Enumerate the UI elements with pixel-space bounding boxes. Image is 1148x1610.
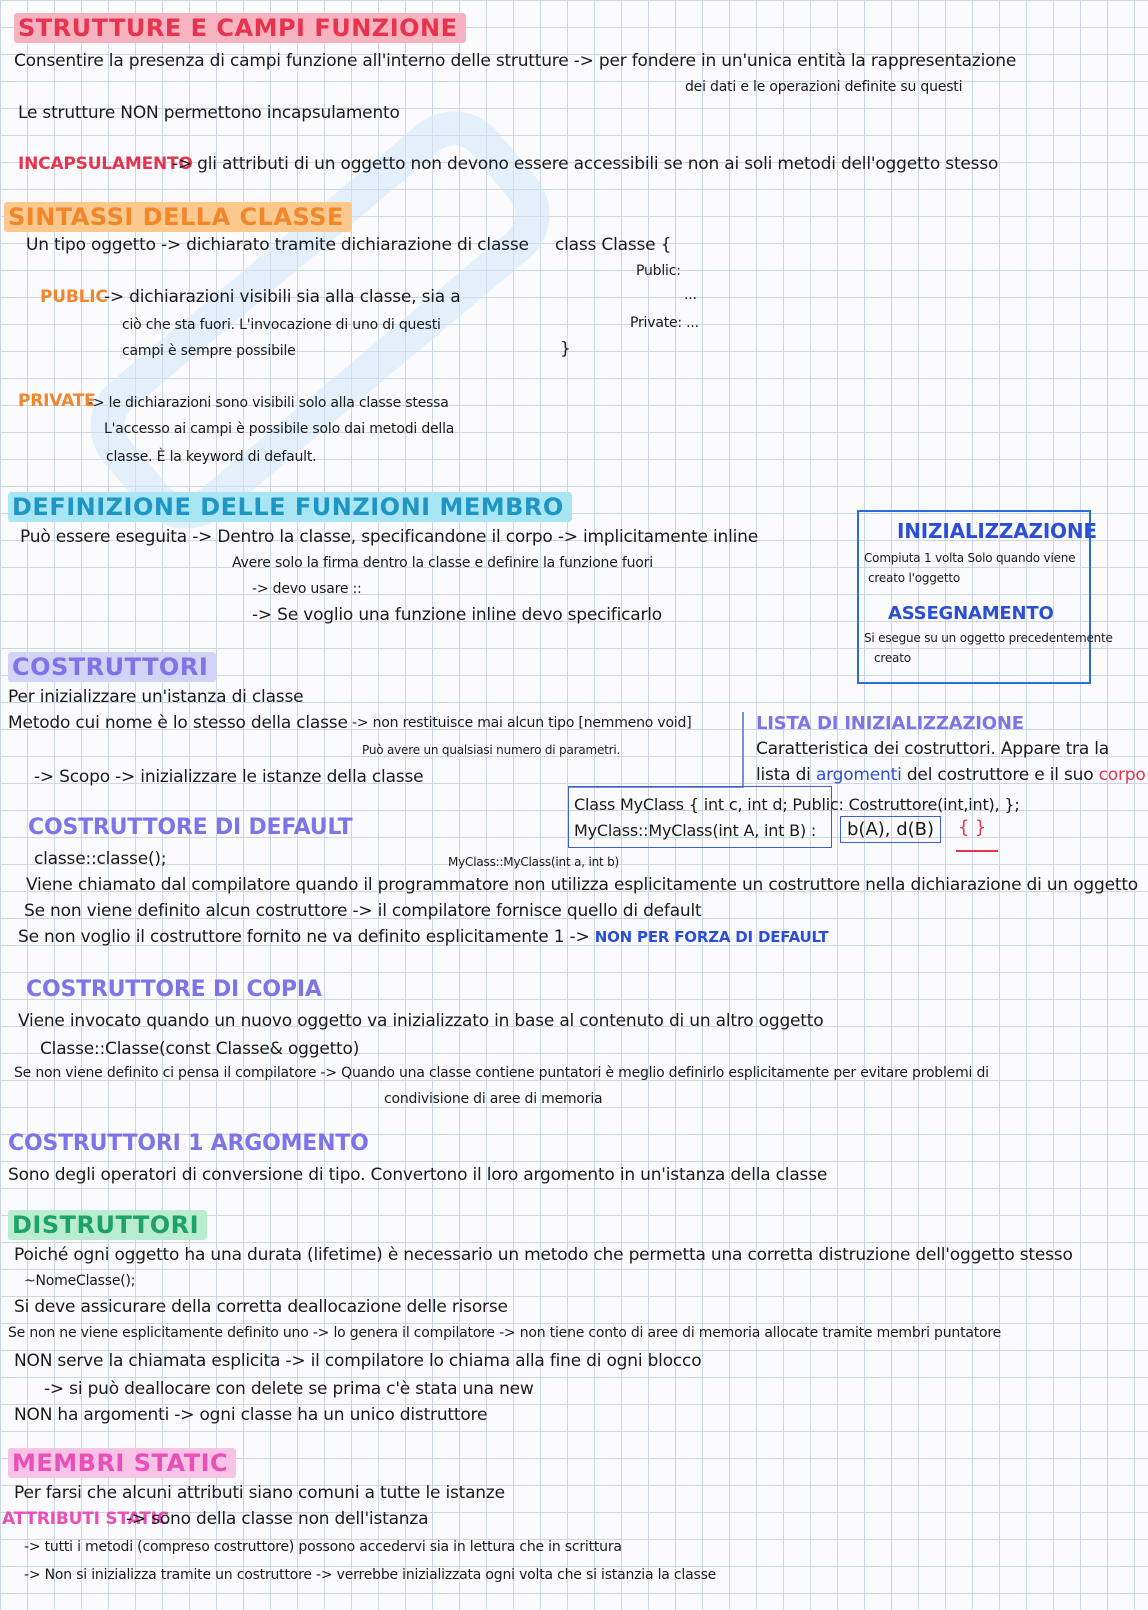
box-text-assegnamento-2: creato	[874, 651, 911, 665]
dist-line-3: Si deve assicurare della corretta deallocazione delle risorse	[14, 1297, 508, 1317]
lista-text-c: del costruttore e il suo	[906, 765, 1094, 785]
heading-definizione: DEFINIZIONE DELLE FUNZIONI MEMBRO	[8, 492, 572, 522]
public-line-1: -> dichiarazioni visibili sia alla classe, sia a	[104, 287, 461, 307]
def-line-4: -> Se voglio una funzione inline devo specificarlo	[252, 605, 662, 625]
incapsulamento-text: -> gli attributi di un oggetto non devono essere accessibili se non ai soli metodi dell'oggetto stesso	[172, 154, 999, 174]
copia-line-4: condivisione di aree di memoria	[384, 1091, 603, 1107]
default-line-1b: MyClass::MyClass(int a, int b)	[448, 855, 620, 869]
def-line-1: Può essere eseguita -> Dentro la classe, specificandone il corpo -> implicitamente inline	[20, 527, 758, 547]
cost-line-2: Metodo cui nome è lo stesso della classe	[8, 713, 348, 733]
def-line-3: -> devo usare ::	[252, 581, 362, 597]
cost-line-2b: -> non restituisce mai alcun tipo [nemmeno void]	[352, 715, 692, 731]
box-title-assegnamento: ASSEGNAMENTO	[888, 603, 1054, 624]
cost-line-2c: Può avere un qualsiasi numero di parametri.	[362, 743, 621, 757]
box-title-inizializzazione: INIZIALIZZAZIONE	[897, 519, 1097, 543]
dist-line-5: NON serve la chiamata esplicita -> il compilatore lo chiama alla fine di ogni blocco	[14, 1351, 702, 1371]
private-line-2: L'accesso ai campi è possibile solo dai metodi della	[104, 421, 455, 437]
default-line-1: classe::classe();	[34, 849, 167, 869]
box-text-inizializzazione-1: Compiuta 1 volta Solo quando viene	[864, 551, 1076, 565]
sintassi-line-1: Un tipo oggetto -> dichiarato tramite dichiarazione di classe	[26, 235, 529, 255]
default-line-4b: NON PER FORZA DI DEFAULT	[594, 928, 829, 946]
strutture-line-1: Consentire la presenza di campi funzione all'interno delle strutture -> per fondere in un'unica entità la rappresentazione	[14, 51, 1017, 71]
dist-line-1: Poiché ogni oggetto ha una durata (lifetime) è necessario un metodo che permetta una corretta distruzione dell'oggetto stesso	[14, 1245, 1073, 1265]
dist-line-6: -> si può deallocare con delete se prima c'è stata una new	[44, 1379, 534, 1399]
code-myclass-line-1: Class MyClass { int c, int d; Public: Costruttore(int,int), };	[574, 795, 1020, 814]
code-private: Private: ...	[630, 315, 699, 331]
default-line-4	[18, 928, 828, 947]
heading-static: MEMBRI STATIC	[8, 1448, 236, 1478]
code-myclass-line-2: MyClass::MyClass(int A, int B) :	[574, 821, 817, 840]
lista-line-1: Caratteristica dei costruttori. Appare tra la	[756, 739, 1109, 759]
dist-line-7: NON ha argomenti -> ogni classe ha un unico distruttore	[14, 1405, 488, 1425]
public-label: PUBLIC	[40, 287, 108, 307]
default-title: COSTRUTTORE DI DEFAULT	[28, 815, 353, 840]
public-line-3: campi è sempre possibile	[122, 343, 296, 359]
private-line-1: -> le dichiarazioni sono visibili solo alla classe stessa	[88, 395, 449, 411]
private-label: PRIVATE	[18, 391, 96, 411]
code-init-list: b(A), d(B)	[840, 816, 941, 843]
copia-line-2: Classe::Classe(const Classe& oggetto)	[40, 1039, 360, 1059]
heading-sintassi: SINTASSI DELLA CLASSE	[4, 202, 352, 232]
incapsulamento-label: INCAPSULAMENTO	[18, 154, 193, 174]
box-text-assegnamento-1: Si esegue su un oggetto precedentemente	[864, 631, 1113, 645]
code-dots: ...	[684, 287, 697, 303]
code-body-underline	[956, 850, 998, 852]
copia-line-1: Viene invocato quando un nuovo oggetto va inizializzato in base al contenuto di un altro oggetto	[18, 1011, 824, 1031]
box-text-inizializzazione-2: creato l'oggetto	[868, 571, 961, 585]
static-line-4: -> Non si inizializza tramite un costruttore -> verrebbe inizializzata ogni volta che si istanzia la classe	[24, 1567, 717, 1583]
dist-line-4: Se non ne viene esplicitamente definito uno -> lo genera il compilatore -> non tiene conto di aree di memoria allocate tramite membri puntatore	[8, 1325, 1002, 1341]
strutture-line-3: Le strutture NON permettono incapsulamento	[18, 103, 400, 123]
lista-title: LISTA DI INIZIALIZZAZIONE	[756, 713, 1024, 734]
default-line-3: Se non viene definito alcun costruttore -> il compilatore fornisce quello di default	[24, 901, 702, 921]
heading-distruttori: DISTRUTTORI	[8, 1210, 207, 1240]
public-line-2: ciò che sta fuori. L'invocazione di uno di questi	[122, 317, 441, 333]
cost-line-1: Per inizializzare un'istanza di classe	[8, 687, 304, 707]
cost-line-3: -> Scopo -> inizializzare le istanze della classe	[34, 767, 424, 787]
private-line-3: classe. È la keyword di default.	[106, 449, 317, 465]
arg-line-1: Sono degli operatori di conversione di tipo. Convertono il loro argomento in un'istanza della classe	[8, 1165, 828, 1185]
static-label: ATTRIBUTI STATIC	[2, 1509, 169, 1529]
static-line-3: -> tutti i metodi (compreso costruttore) possono accedervi sia in lettura che in scrittura	[24, 1539, 622, 1555]
copia-line-3: Se non viene definito ci pensa il compilatore -> Quando una classe contiene puntatori è meglio definirlo esplicitamente per evitare problemi di	[14, 1065, 989, 1081]
lista-line-2	[756, 766, 1146, 785]
code-body: { }	[958, 817, 987, 838]
code-class-close: }	[560, 339, 571, 359]
copia-title: COSTRUTTORE DI COPIA	[26, 977, 322, 1002]
static-line-1: Per farsi che alcuni attributi siano comuni a tutte le istanze	[14, 1483, 505, 1503]
heading-strutture: STRUTTURE E CAMPI FUNZIONE	[14, 13, 466, 43]
static-line-2: -> sono della classe non dell'istanza	[126, 1509, 429, 1529]
heading-costruttori: COSTRUTTORI	[8, 652, 216, 682]
lista-text-argomenti: argomenti	[815, 765, 902, 785]
arg-title: COSTRUTTORI 1 ARGOMENTO	[8, 1131, 369, 1156]
strutture-line-2: dei dati e le operazioni definite su questi	[685, 79, 963, 95]
dist-line-2: ~NomeClasse();	[24, 1273, 136, 1289]
def-line-2: Avere solo la firma dentro la classe e definire la funzione fuori	[232, 555, 653, 571]
default-line-2: Viene chiamato dal compilatore quando il programmatore non utilizza esplicitamente un costruttore nella dichiarazione di un oggetto	[26, 875, 1138, 895]
code-class-open: class Classe {	[555, 235, 672, 255]
lista-text-corpo: corpo	[1098, 765, 1146, 785]
code-public: Public:	[636, 263, 681, 279]
default-line-4a: Se non voglio il costruttore fornito ne va definito esplicitamente 1 ->	[18, 927, 590, 947]
lista-text-a: lista di	[756, 765, 811, 785]
connector-line-v	[742, 712, 744, 786]
